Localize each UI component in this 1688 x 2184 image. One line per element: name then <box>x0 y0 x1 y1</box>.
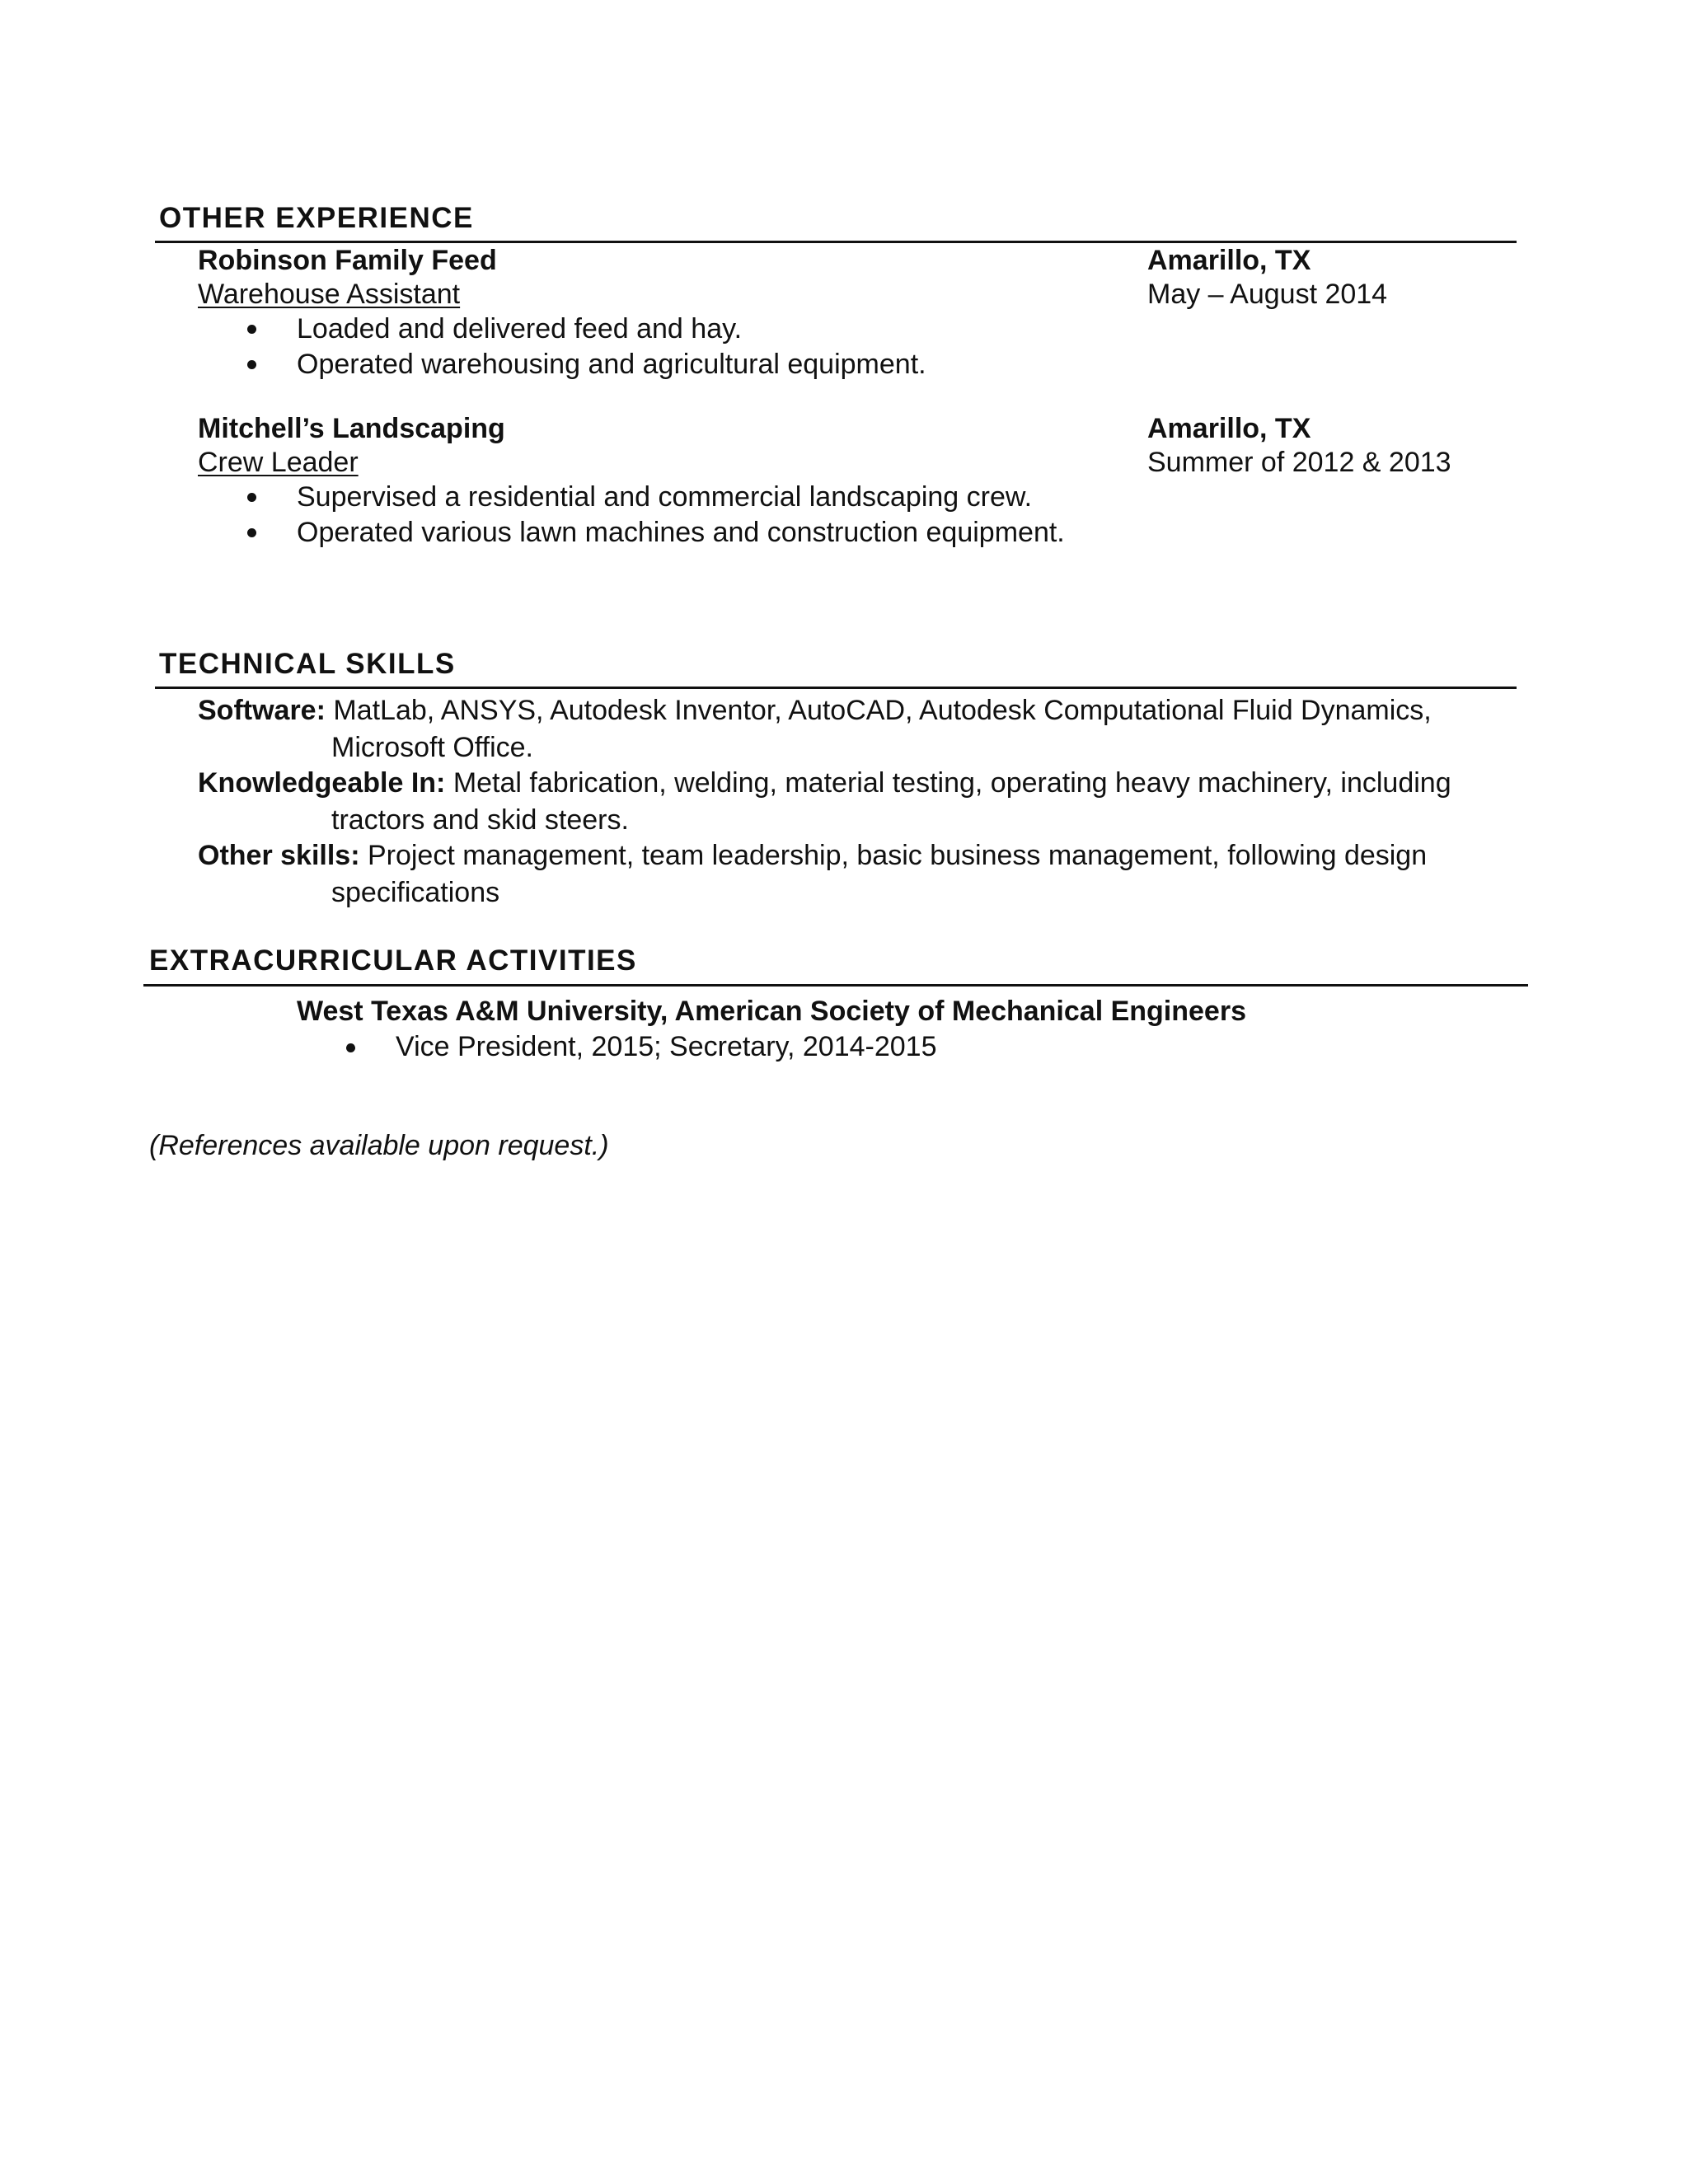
section-divider <box>143 984 1528 987</box>
skill-label: Knowledgeable In: <box>198 767 446 799</box>
job-role: Warehouse Assistant <box>198 279 461 310</box>
job-company: Robinson Family Feed <box>198 245 497 276</box>
skill-label: Other skills: <box>198 840 360 871</box>
section-title-technical-skills: TECHNICAL SKILLS <box>159 648 456 680</box>
skill-value: Metal fabrication, welding, material testing, operating heavy machinery, including <box>452 767 1451 799</box>
bullet-icon <box>247 360 256 369</box>
section-title-other-experience: OTHER EXPERIENCE <box>159 202 474 234</box>
job-bullet: Supervised a residential and commercial landscaping crew. <box>297 481 1033 513</box>
job-bullet: Operated warehousing and agricultural equipment. <box>297 349 926 380</box>
job-location: Amarillo, TX <box>1147 413 1311 444</box>
job-company: Mitchell’s Landscaping <box>198 413 505 444</box>
bullet-icon <box>247 493 256 502</box>
section-divider <box>155 241 1517 243</box>
job-dates: May – August 2014 <box>1147 279 1388 310</box>
bullet-icon <box>247 325 256 334</box>
skill-line <box>198 766 1451 799</box>
job-bullet: Loaded and delivered feed and hay. <box>297 313 743 344</box>
job-bullet: Operated various lawn machines and construction equipment. <box>297 517 1065 548</box>
bullet-icon <box>346 1043 355 1052</box>
skill-value: Project management, team leadership, basic business management, following design <box>367 840 1428 871</box>
activity-organization: West Texas A&M University, American Society of Mechanical Engineers <box>297 996 1246 1027</box>
job-location: Amarillo, TX <box>1147 245 1311 276</box>
skill-value: MatLab, ANSYS, Autodesk Inventor, AutoCAD, Autodesk Computational Fluid Dynamics, <box>333 695 1432 726</box>
skill-continuation: specifications <box>331 877 500 908</box>
skill-line <box>198 839 1427 872</box>
skill-label: Software: <box>198 695 326 726</box>
job-role: Crew Leader <box>198 447 359 478</box>
references-note: (References available upon request.) <box>149 1130 609 1161</box>
skill-continuation: Microsoft Office. <box>331 732 533 763</box>
skill-continuation: tractors and skid steers. <box>331 804 629 836</box>
activity-bullet: Vice President, 2015; Secretary, 2014-2015 <box>396 1031 937 1062</box>
section-title-extracurricular: EXTRACURRICULAR ACTIVITIES <box>149 944 637 977</box>
job-dates: Summer of 2012 & 2013 <box>1147 447 1451 478</box>
section-divider <box>155 687 1517 689</box>
skill-line <box>198 694 1432 727</box>
bullet-icon <box>247 528 256 537</box>
